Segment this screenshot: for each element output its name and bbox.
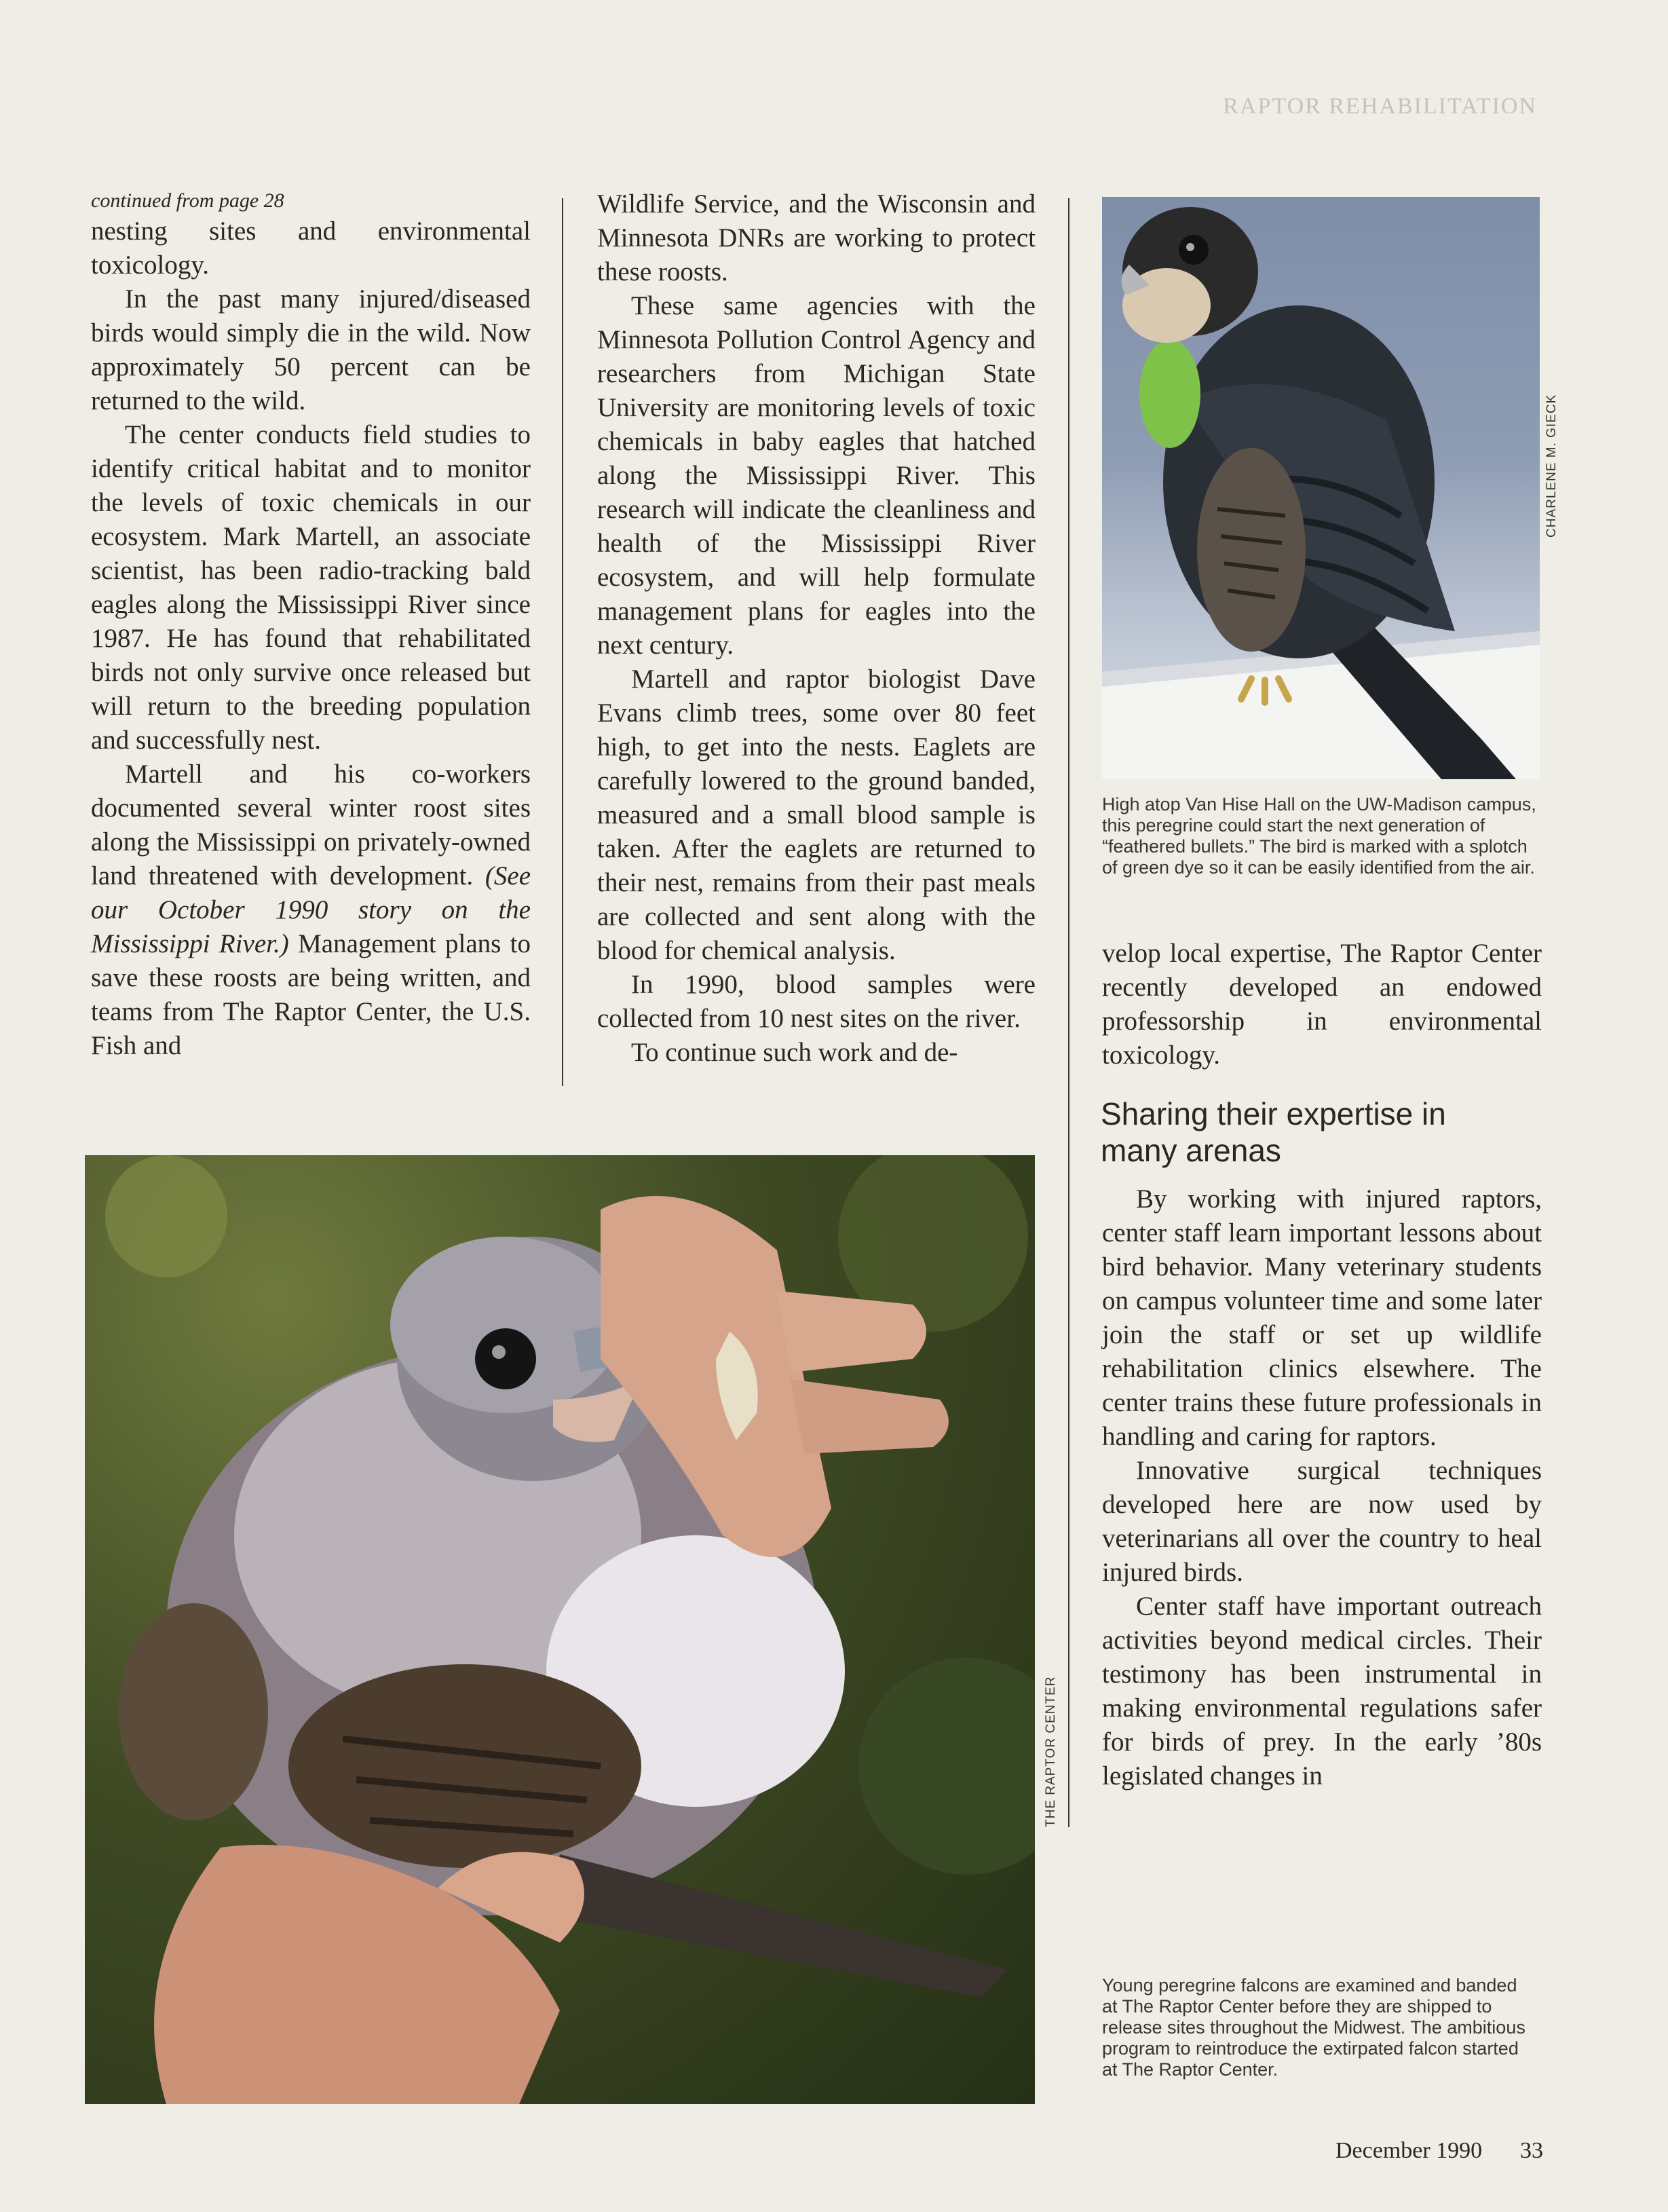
photo-caption: Young peregrine falcons are examined and banded at The Raptor Center before they are shipped to release sites throughout the Midwest. The ambitious program to reintroduce the extirpated falcon started at The Raptor Center.	[1102, 1975, 1525, 2080]
falcon-chick-photo	[85, 1155, 1035, 2104]
peregrine-illustration	[1102, 197, 1540, 779]
paragraph	[91, 757, 531, 1063]
photo-credit: THE RAPTOR CENTER	[1044, 1676, 1058, 1827]
paragraph: These same agencies with the Minnesota Pollution Control Agency and researchers from Michigan State University are monitoring levels of toxic chemicals in baby eagles that hatched along the Mississippi River. This research will indicate the cleanliness and health of the Mississippi River ecosystem, and will help formulate management plans for eagles into the next century.	[597, 291, 1036, 660]
photo-credit: CHARLENE M. GIECK	[1544, 394, 1559, 538]
footer-date: December 1990	[1335, 2138, 1483, 2163]
paragraph: By working with injured raptors, center staff learn important lessons about bird behavior. Many veterinary students on campus volunteer time and some later join the staff or set up wildlife rehabilitation clinics elsewhere. The center trains these future professionals in handling and caring for raptors.	[1102, 1184, 1542, 1451]
column-3	[1102, 937, 1542, 1072]
section-header: RAPTOR REHABILITATION	[1223, 94, 1537, 119]
paragraph: Martell and raptor biologist Dave Evans climb trees, some over 80 feet high, to get into the nests. Eaglets are carefully lowered to the ground banded, measured and a small blood sample is taken. After the eaglets are returned to their nest, remains from their past meals are collected and sent along with the blood for chemical analysis.	[597, 664, 1036, 965]
paragraph-text: Management plans to save these roosts are being written, and teams from The Raptor Center, the U.S. Fish and	[91, 929, 531, 1060]
column-1	[91, 189, 531, 1063]
column-rule	[562, 198, 563, 1086]
peregrine-photo	[1102, 197, 1540, 779]
paragraph: In 1990, blood samples were collected from 10 nest sites on the river.	[597, 970, 1036, 1033]
continued-note: continued from page 28	[91, 189, 284, 212]
paragraph: To continue such work and de-	[631, 1038, 958, 1067]
paragraph: nesting sites and environmental toxicology.	[91, 217, 531, 280]
paragraph-text: Martell and his co-workers documented several winter roost sites along the Mississippi on privately-owned land threatened with development.	[91, 760, 531, 891]
column-rule	[1068, 198, 1069, 1827]
subhead: Sharing their expertise in many arenas	[1101, 1096, 1446, 1168]
paragraph: Wildlife Service, and the Wisconsin and Minnesota DNRs are working to protect these roosts.	[597, 189, 1036, 286]
story-reference: (See our October 1990 story on the Mississippi River.)	[91, 861, 531, 958]
paragraph: velop local expertise, The Raptor Center recently developed an endowed professorship in environmental toxicology.	[1102, 939, 1542, 1070]
chick-illustration	[85, 1155, 1035, 2104]
photo-caption: High atop Van Hise Hall on the UW-Madison campus, this peregrine could start the next generation of “feathered bullets.” The bird is marked with a splotch of green dye so it can be easily identified from the air.	[1102, 794, 1536, 878]
paragraph: In the past many injured/diseased birds would simply die in the wild. Now approximately 50 percent can be returned to the wild.	[91, 284, 531, 415]
green-dye-mark	[1139, 339, 1200, 448]
column-2	[597, 187, 1036, 1070]
paragraph: Innovative surgical techniques developed here are now used by veterinarians all over the country to heal injured birds.	[1102, 1456, 1542, 1587]
column-3-continued	[1102, 1182, 1542, 1793]
page-number: 33	[1520, 2138, 1543, 2163]
paragraph: Center staff have important outreach activities beyond medical circles. Their testimony has been instrumental in making environmental regulations safer for birds of prey. In the early ’80s legislated changes in	[1102, 1592, 1542, 1791]
paragraph: The center conducts field studies to identify critical habitat and to monitor the levels of toxic chemicals in our ecosystem. Mark Martell, an associate scientist, has been radio-tracking bald eagles along the Mississippi River since 1987. He has found that rehabilitated birds not only survive once released but will return to the breeding population and successfully nest.	[91, 420, 531, 755]
